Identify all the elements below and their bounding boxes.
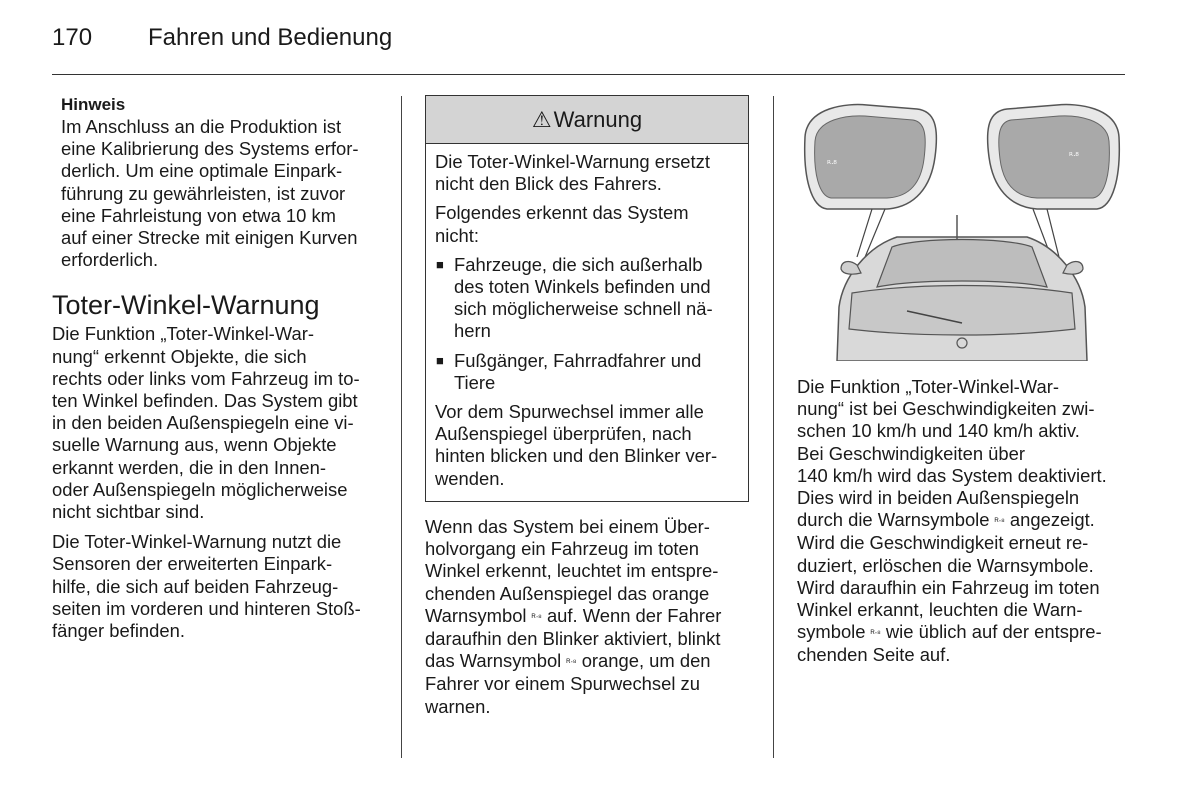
text-line: eine Kalibrierung des Systems erfor- [61, 138, 359, 160]
text-line: nicht: [435, 224, 479, 246]
text-line: wie üblich auf der entspre- [885, 621, 1102, 643]
text-line: chenden Seite auf. [797, 644, 951, 666]
text-line: holvorgang ein Fahrzeug im toten [425, 538, 699, 560]
paragraph-overtaking [425, 516, 757, 718]
text-line: schen 10 km/h und 140 km/h aktiv. [797, 420, 1080, 442]
warning-title: Warnung [553, 106, 643, 132]
text-line: Wird daraufhin ein Fahrzeug im toten [797, 576, 1100, 598]
text-line: orange, um den [581, 650, 711, 672]
text-line: Im Anschluss an die Produktion ist [61, 116, 342, 137]
column-divider-2 [773, 96, 774, 758]
car-rear-mirrors-illustration [797, 97, 1127, 361]
text-line: 140 km/h wird das System deaktiviert. [797, 464, 1107, 486]
text-line: erforderlich. [61, 249, 159, 271]
warning-paragraph [435, 151, 740, 195]
text-line: erkannt werden, die in den Innen- [52, 456, 327, 478]
column-1 [52, 94, 384, 642]
warning-symbol-icon: ᴿᐧ⁸ [994, 516, 1005, 527]
text-line: nicht sichtbar sind. [52, 501, 205, 523]
text-line: Bei Geschwindigkeiten über [797, 442, 1025, 464]
text-line: Warnsymbol [425, 604, 527, 626]
text-line: suelle Warnung aus, wenn Objekte [52, 434, 337, 456]
warning-body [426, 144, 748, 490]
text-line: ten Winkel befinden. Das System gibt [52, 390, 358, 412]
text-line: daraufhin den Blinker aktiviert, blinkt [425, 628, 721, 650]
warning-paragraph [435, 401, 740, 490]
text-line: auf. Wenn der Fahrer [546, 604, 722, 626]
text-line: in den beiden Außenspiegeln eine vi- [52, 412, 354, 434]
text-line: seiten im vorderen und hinteren Stoß- [52, 597, 361, 619]
warning-symbol-icon: ᴿᐧ⁸ [531, 611, 542, 622]
chapter-title: Fahren und Bedienung [148, 24, 393, 51]
text-line: hilfe, die sich auf beiden Fahrzeug- [52, 575, 339, 597]
svg-text:ᴿᐧ⁸: ᴿᐧ⁸ [1069, 152, 1079, 162]
text-line: nung“ ist bei Geschwindigkeiten zwi- [797, 398, 1095, 420]
page-number: 170 [52, 24, 93, 51]
text-line: wenden. [435, 467, 505, 489]
warning-symbol-icon: ᴿᐧ⁸ [870, 628, 881, 639]
text-line: hinten blicken und den Blinker ver- [435, 445, 718, 467]
text-line: derlich. Um eine optimale Einpark- [61, 160, 343, 182]
warning-triangle-icon: ⚠ [531, 106, 552, 132]
column-2-text [425, 516, 757, 718]
warning-header [426, 96, 748, 144]
svg-text:ᴿᐧ⁸: ᴿᐧ⁸ [827, 160, 837, 170]
paragraph-sensors [52, 531, 384, 642]
text-line: Vor dem Spurwechsel immer alle [435, 401, 704, 423]
hinweis-title: Hinweis [61, 95, 126, 114]
text-line: durch die Warnsymbole [797, 509, 990, 531]
text-line: Außenspiegel überprüfen, nach [435, 423, 692, 445]
text-line: Fahrer vor einem Spurwechsel zu [425, 673, 700, 695]
text-line: Winkel erkennt, leuchtet im entspre- [425, 560, 719, 582]
warning-list [435, 254, 740, 394]
text-line: nung“ erkennt Objekte, die sich [52, 345, 307, 367]
text-line: Fahrzeuge, die sich außerhalb [454, 253, 703, 275]
text-line: oder Außenspiegeln möglicherweise [52, 478, 348, 500]
paragraph-function [52, 323, 384, 523]
text-line: das Warnsymbol [425, 650, 562, 672]
column-divider-1 [401, 96, 402, 758]
text-line: auf einer Strecke mit einigen Kurven [61, 227, 358, 249]
text-line: Folgendes erkennt das System [435, 202, 689, 224]
text-line: duziert, erlöschen die Warnsymbole. [797, 554, 1094, 576]
text-line: nicht den Blick des Fahrers. [435, 173, 662, 195]
text-line: Wenn das System bei einem Über- [425, 516, 710, 537]
text-line: rechts oder links vom Fahrzeug im to- [52, 367, 360, 389]
text-line: hern [454, 320, 491, 342]
text-line: angezeigt. [1009, 509, 1095, 531]
header-rule [52, 74, 1125, 75]
text-line: fänger befinden. [52, 620, 185, 642]
warning-symbol-icon: ᴿᐧ⁸ [566, 657, 577, 668]
text-line: chenden Außenspiegel das orange [425, 582, 710, 604]
warning-box [425, 95, 749, 502]
text-line: Winkel erkannt, leuchten die Warn- [797, 599, 1083, 621]
text-line: Die Funktion „Toter-Winkel-War- [52, 323, 314, 345]
section-title: Toter-Winkel-Warnung [52, 290, 320, 321]
text-line: warnen. [425, 695, 491, 717]
list-item [435, 350, 740, 394]
hinweis-body [61, 116, 384, 271]
text-line: Tiere [454, 371, 496, 393]
paragraph-speed-range [797, 376, 1135, 667]
column-3-text [797, 376, 1135, 667]
warning-paragraph [435, 202, 740, 246]
list-item [435, 254, 740, 343]
text-line: Die Toter-Winkel-Warnung nutzt die [52, 531, 342, 553]
text-line: führung zu gewährleisten, ist zuvor [61, 182, 346, 204]
text-line: eine Fahrleistung von etwa 10 km [61, 204, 336, 226]
text-line: Fußgänger, Fahrradfahrer und [454, 349, 702, 371]
text-line: Dies wird in beiden Außenspiegeln [797, 487, 1080, 509]
text-line: Sensoren der erweiterten Einpark- [52, 553, 333, 575]
text-line: Die Funktion „Toter-Winkel-War- [797, 376, 1059, 397]
text-line: symbole [797, 621, 866, 643]
text-line: des toten Winkels befinden und [454, 276, 711, 298]
text-line: Die Toter-Winkel-Warnung ersetzt [435, 151, 710, 172]
text-line: Wird die Geschwindigkeit erneut re- [797, 532, 1089, 554]
text-line: sich möglicherweise schnell nä- [454, 298, 713, 320]
